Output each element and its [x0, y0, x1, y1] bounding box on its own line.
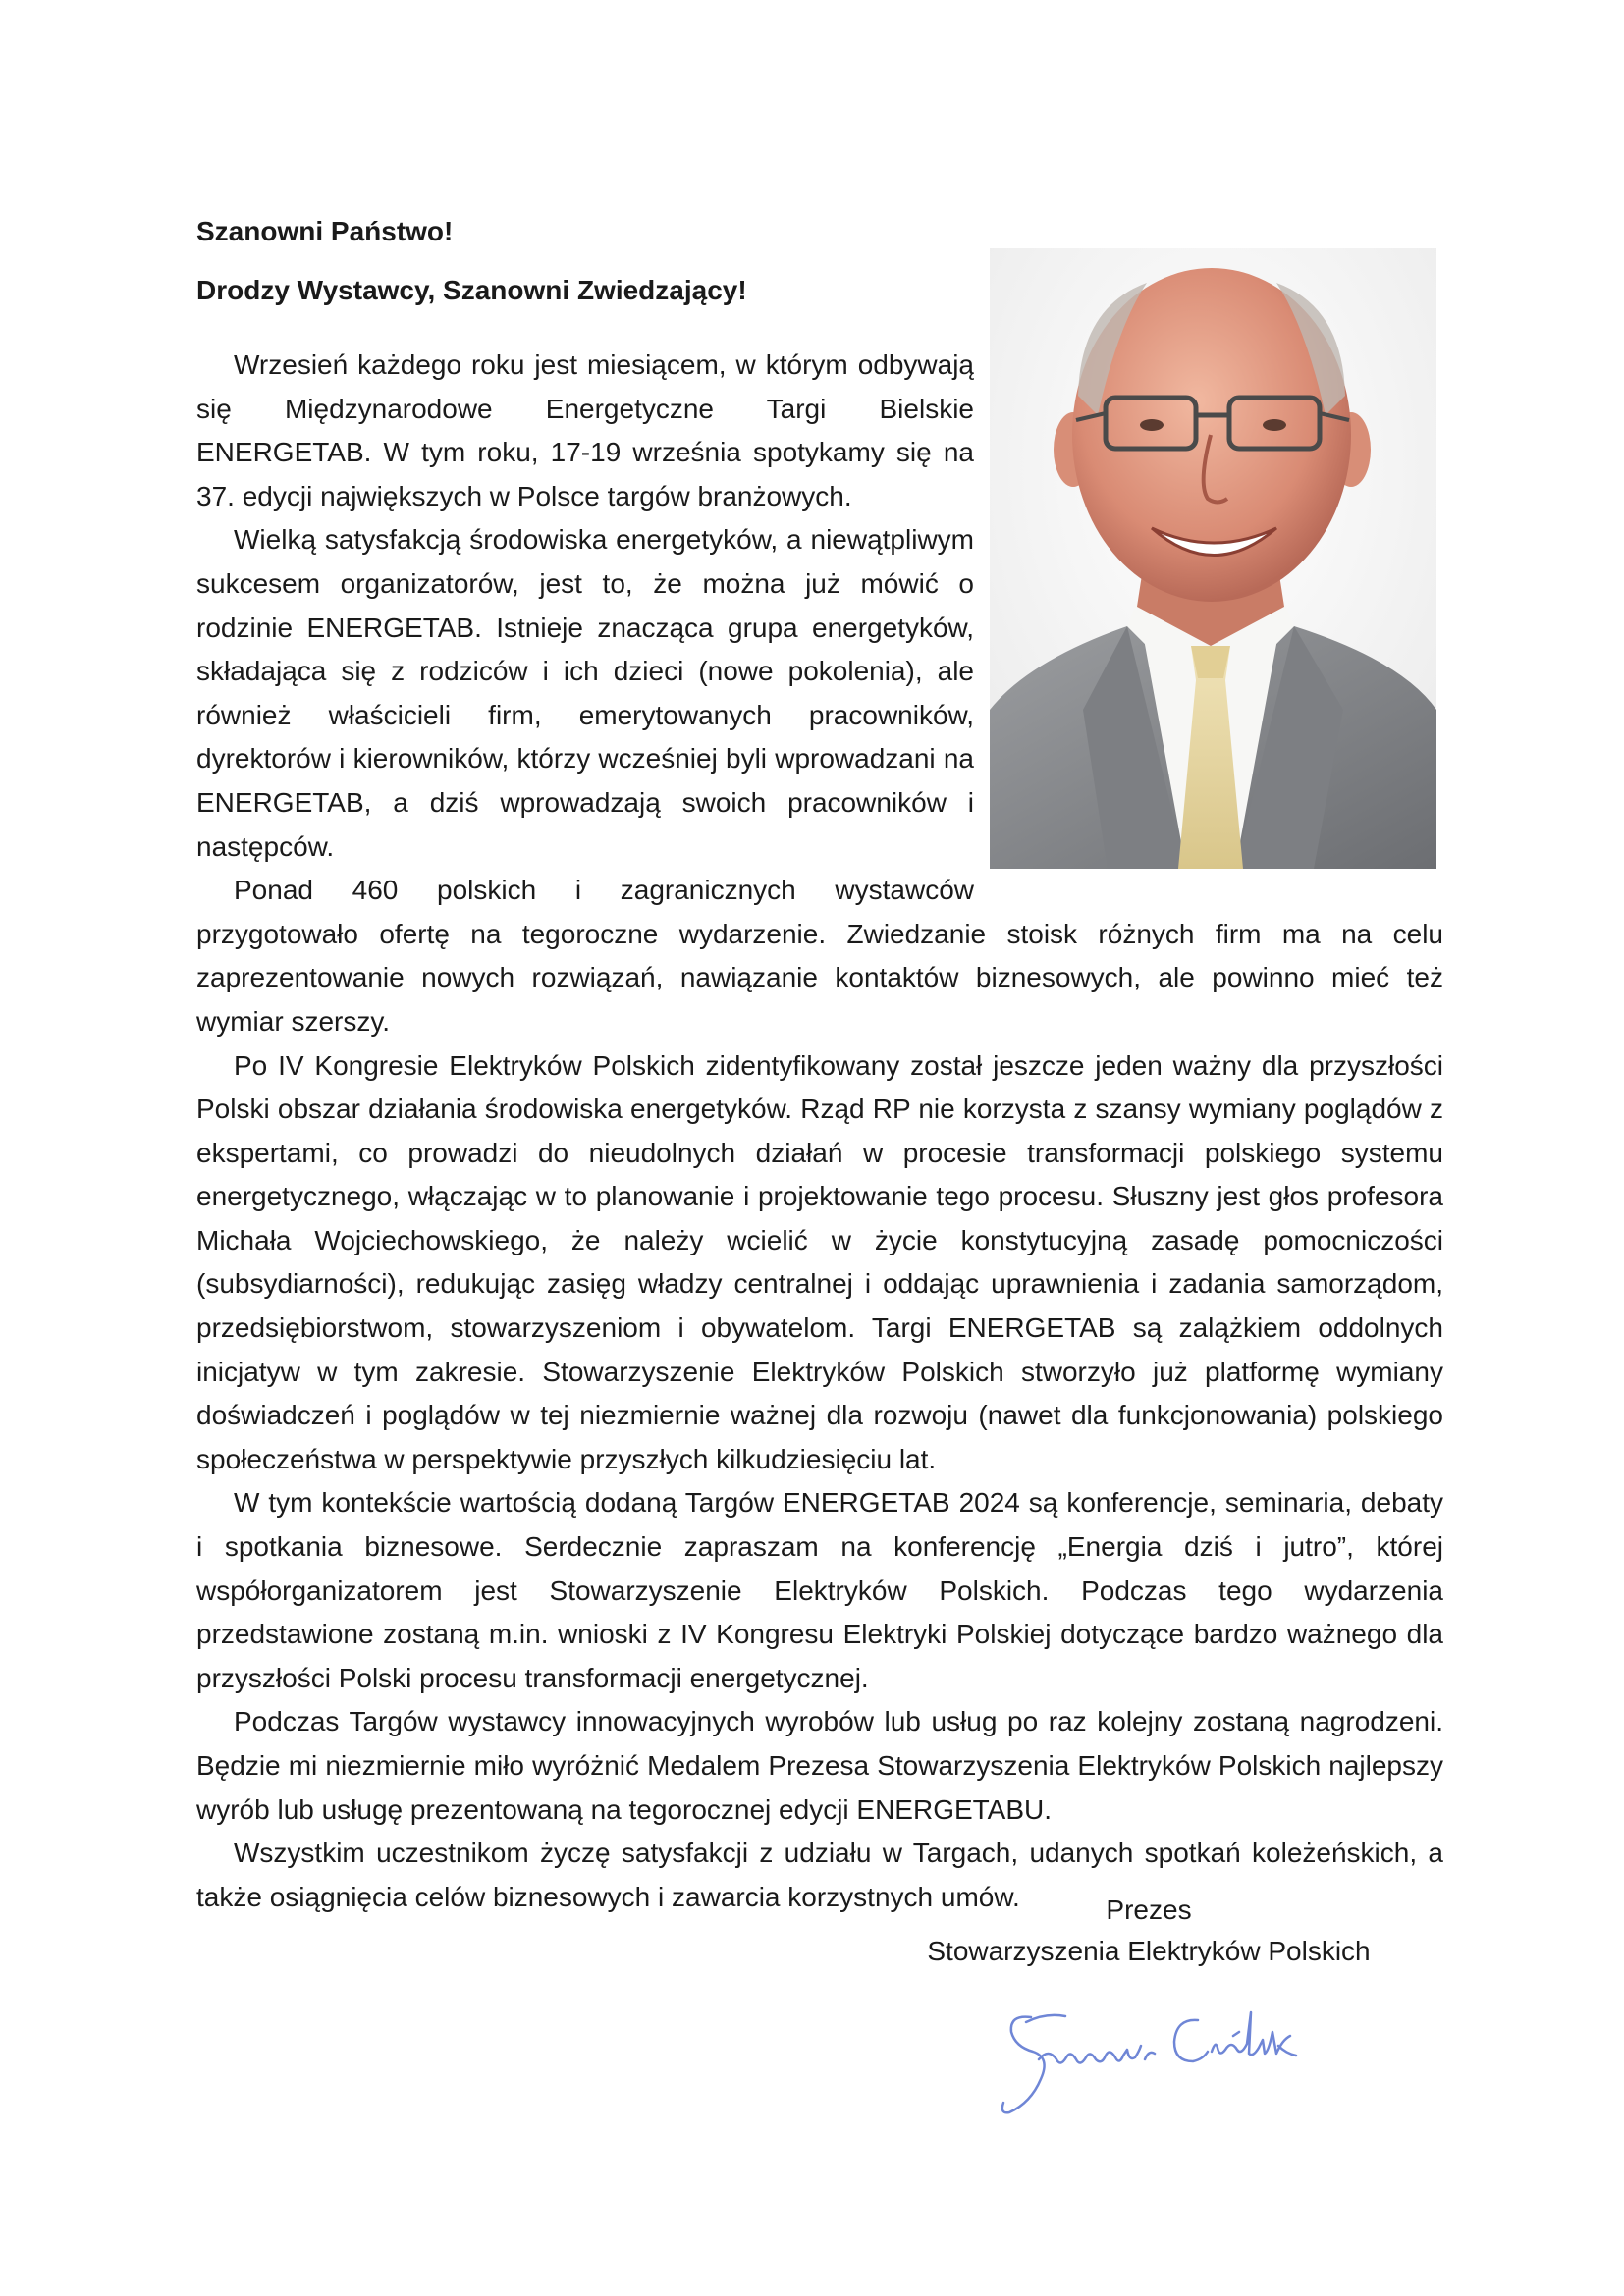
portrait-illustration: [990, 248, 1436, 869]
paragraph-7: Wszystkim uczestnikom życzę satysfakcji z udziału w Targach, udanych spotkań koleżeńskich, a także osiągnięcia celów biznesowych i zawarcia korzystnych umów.: [196, 1838, 1443, 1912]
signature-title: Prezes: [1106, 1895, 1192, 1925]
signature-block: [844, 1890, 1453, 1972]
paragraph-4: Po IV Kongresie Elektryków Polskich zidentyfikowany został jeszcze jeden ważny dla przyszłości Polski obszar działania środowiska energetyków. Rząd RP nie korzysta z szansy wymiany poglądów z ekspertami, co prowadzi do nieudolnych działań w procesie transformacji polskiego systemu energetycznego, włączając w to planowanie i projektowanie tego procesu. Słuszny jest głos profesora Michała Wojciechowskiego, że należy wcielić w życie konstytucyjną zasadę pomocniczości (subsydiarności), redukując zasięg władzy centralnej i oddając uprawnienia i zadania samorządom, przedsiębiorstwom, stowarzyszeniom i obywatelom. Targi ENERGETAB są zalążkiem oddolnych inicjatyw w tym zakresie. Stowarzyszenie Elektryków Polskich stworzyło już platformę wymiany doświadczeń i poglądów w tej niezmiernie ważnej dla rozwoju (nawet dla funkcjonowania) polskiego społeczeństwa w perspektywie przyszłych kilkudziesięciu lat.: [196, 1049, 1443, 1474]
paragraph-5: W tym kontekście wartością dodaną Targów ENERGETAB 2024 są konferencje, seminaria, debaty i spotkania biznesowe. Serdecznie zapraszam na konferencję „Energia dziś i jutro”, której współorganizatorem jest Stowarzyszenie Elektryków Polskich. Podczas tego wydarzenia przedstawione zostaną m.in. wnioski z IV Kongresu Elektryki Polskiej dotyczące bardzo ważnego dla przyszłości Polski procesu transformacji energetycznej.: [196, 1487, 1443, 1693]
portrait-photo: [990, 248, 1436, 869]
paragraph-1: Wrzesień każdego roku jest miesiącem, w którym odbywają się Międzynarodowe Energetyczne Targi Bielskie ENERGETAB. W tym roku, 17-19 września spotykamy się na 37. edycji największych w Polsce targów branżowych.: [196, 349, 974, 511]
handwritten-signature: [992, 1993, 1316, 2120]
paragraph-6: Podczas Targów wystawcy innowacyjnych wyrobów lub usług po raz kolejny zostaną nagrodzeni. Będzie mi niezmiernie miło wyróżnić Medalem Prezesa Stowarzyszenia Elektryków Polskich najlepszy wyrób lub usługę prezentowaną na tegorocznej edycji ENERGETABU.: [196, 1706, 1443, 1825]
paragraph-2: Wielką satysfakcją środowiska energetyków, a niewątpliwym sukcesem organizatorów, jest to, że można już mówić o rodzinie ENERGETAB. Istnieje znacząca grupa energetyków, składająca się z rodziców i ich dzieci (nowe pokolenia), ale również właścicieli firm, emerytowanych pracowników, dyrektorów i kierowników, którzy wcześniej byli wprowadzani na ENERGETAB, a dziś wprowadzają swoich pracowników i następców.: [196, 524, 974, 862]
paragraph-3: Ponad 460 polskich i zagranicznych wystawców przygotowało ofertę na tegoroczne wydarzenie. Zwiedzanie stoisk różnych firm ma na celu zaprezentowanie nowych rozwiązań, nawiązanie kontaktów biznesowych, ale powinno mieć też wymiar szerszy.: [196, 875, 1443, 1037]
greeting-line-2: Drodzy Wystawcy, Szanowni Zwiedzający!: [196, 275, 747, 305]
signature-organization: Stowarzyszenia Elektryków Polskich: [927, 1936, 1371, 1966]
greeting-line-1: Szanowni Państwo!: [196, 216, 454, 246]
